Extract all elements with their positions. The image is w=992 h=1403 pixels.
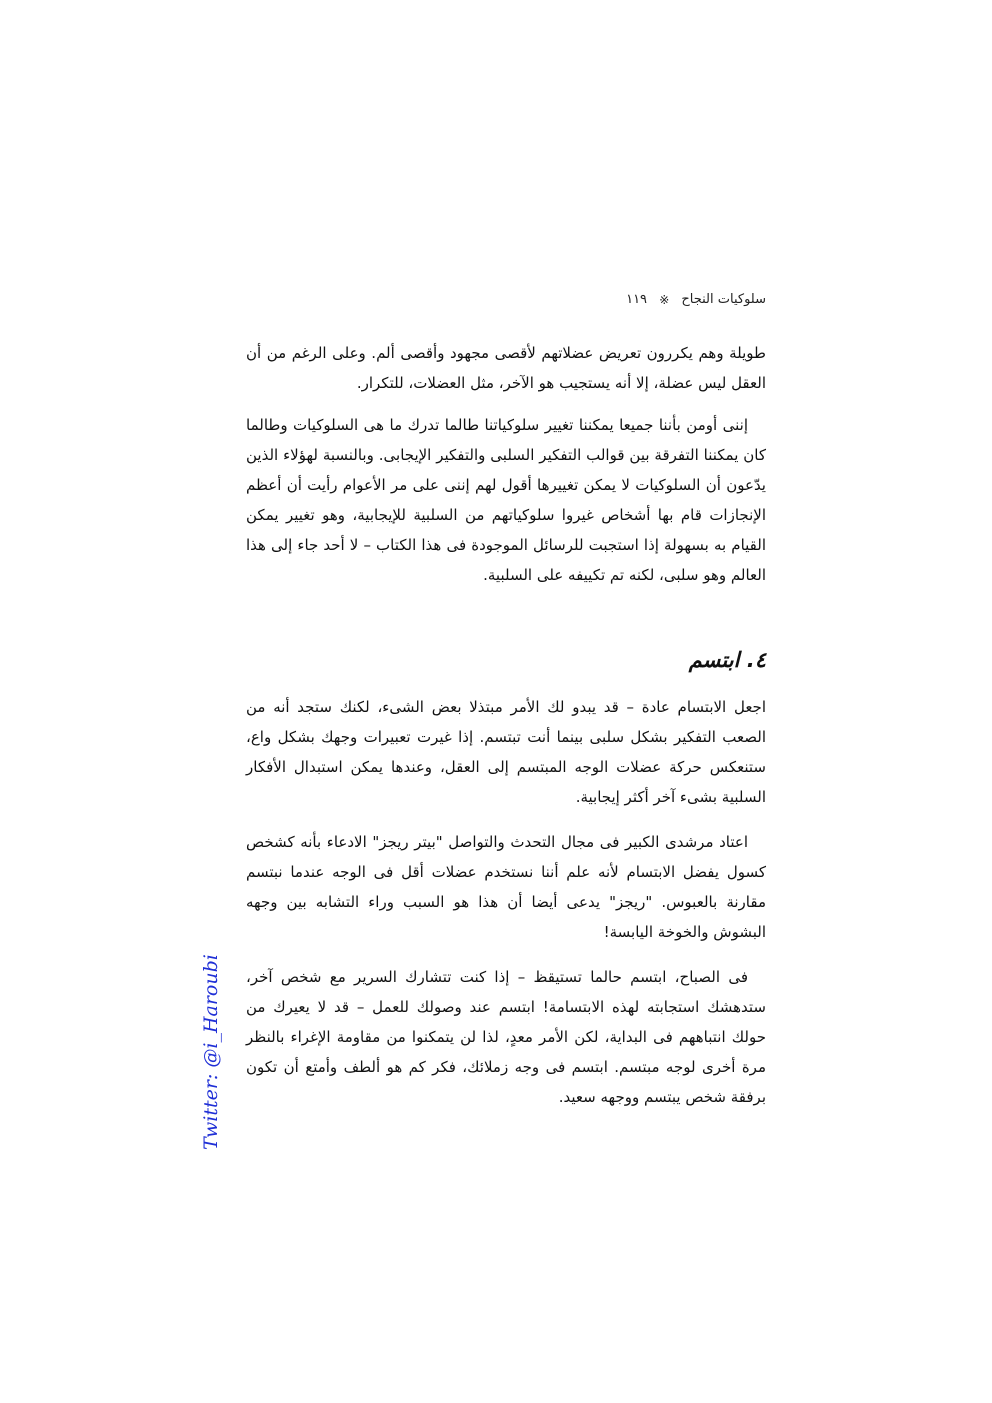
twitter-watermark: Twitter: @i_Haroubi bbox=[200, 954, 222, 1150]
paragraph-text: اعتاد مرشدى الكبير فى مجال التحدث والتواصل "بيتر ريجز" الادعاء بأنه كشخص كسول يفضل الابتسام لأنه علم أننا نستخدم عضلات أقل فى الوجه عندما نبتسم مقارنة بالعبوس. "ريجز" يدعى أيضا أن هذا هو السبب وراء التشابه بين وجهه البشوش والخوخة اليابسة! bbox=[246, 833, 766, 941]
running-header bbox=[246, 292, 766, 312]
page-number: ١١٩ bbox=[626, 292, 648, 307]
paragraph-text: إننى أومن بأننا جميعا يمكننا تغيير سلوكياتنا طالما تدرك ما هى السلوكيات وطالما كان يمكننا التفرقة بين قوالب التفكير السلبى والتفكير الإيجابى. وبالنسبة لهؤلاء الذين يدّعون أن السلوكيات لا يمكن تغييرها أقول لهم إننى على مر الأعوام رأيت أن أعظم الإنجازات قام بها أشخاص غيروا سلوكياتهم من السلبية للإيجابية، وهو تغيير يمكن القيام به بسهولة إذا استجبت للرسائل الموجودة فى هذا الكتاب – لا أحد جاء إلى هذا العالم وهو سلبى، لكنه تم تكييفه على السلبية. bbox=[246, 416, 766, 584]
paragraph-5 bbox=[246, 962, 766, 1112]
paragraph-3 bbox=[246, 692, 766, 812]
paragraph-text: اجعل الابتسام عادة – قد يبدو لك الأمر مبتذلا بعض الشىء، لكنك ستجد أنه من الصعب التفكير بشكل سلبى بينما أنت تبتسم. إذا غيرت تعبيرات وجهك بشكل واع، ستنعكس حركة عضلات الوجه المبتسم إلى العقل، وعندها يمكن استبدال الأفكار السلبية بشىء آخر أكثر إيجابية. bbox=[246, 698, 766, 806]
paragraph-1 bbox=[246, 338, 766, 398]
paragraph-2 bbox=[246, 410, 766, 590]
section-heading: ٤. ابتسم bbox=[688, 648, 766, 672]
running-title: سلوكيات النجاح bbox=[681, 292, 766, 307]
paragraph-text: فى الصباح، ابتسم حالما تستيقظ – إذا كنت تتشارك السرير مع شخص آخر، ستدهشك استجابته لهذه الابتسامة! ابتسم عند وصولك للعمل – قد لا يعيرك من حولك انتباههم فى البداية، لكن الأمر معدٍ، لذا لن يتمكنوا من مقاومة الإغراء بالنظر مرة أخرى لوجه مبتسم. ابتسم فى وجه زملائك، فكر كم هو ألطف وأمتع أن تكون برفقة شخص يبتسم ووجهه سعيد. bbox=[246, 968, 766, 1106]
paragraph-4 bbox=[246, 827, 766, 947]
paragraph-text: طويلة وهم يكررون تعريض عضلاتهم لأقصى مجهود وأقصى ألم. وعلى الرغم من أن العقل ليس عضلة، إلا أنه يستجيب هو الآخر، مثل العضلات، للتكرار. bbox=[246, 344, 766, 392]
ornament-icon: ※ bbox=[659, 292, 670, 307]
